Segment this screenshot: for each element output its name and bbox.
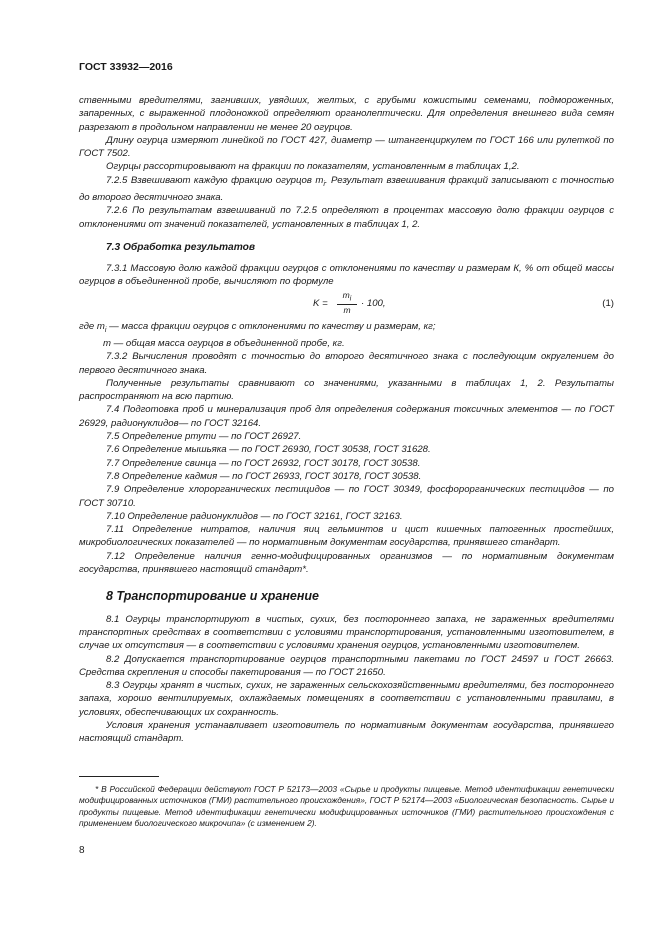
footnote-separator — [79, 776, 159, 777]
footnote: * В Российской Федерации действуют ГОСТ Р 52173—2003 «Сырье и продукты пищевые. Метод идентификации генетически модифицированных источников (ГМИ) растительного происхождения», ГОСТ Р 52174—2003 «Биологическая безопасность. Сырье и продукты пищевые. Метод идентификации генетически модифицированных источников (ГМИ) растительного происхождения с применением биологического микрочипа» (с изменением 2). — [79, 784, 614, 828]
paragraph: 7.11 Определение нитратов, наличия яиц гельминтов и цист кишечных патогенных простейших, микробиологических показателей — по нормативным документам государства, принявшего стандарт. — [79, 524, 614, 549]
equation-number: (1) — [602, 297, 614, 309]
paragraph: Условия хранения устанавливает изготовитель по нормативным документам государства, принявшего настоящий стандарт. — [79, 719, 614, 745]
where-text: — масса фракции огурцов с отклонениями по качеству и размерам, кг; — [106, 320, 436, 332]
paragraph: 7.3.2 Вычисления проводят с точностью до второго десятичного знака с последующим округлением до первого десятичного знака. — [79, 351, 614, 376]
subscript: i — [323, 180, 325, 188]
formula-numerator — [337, 290, 357, 306]
paragraph: 7.7 Определение свинца — по ГОСТ 26932, ГОСТ 30178, ГОСТ 30538. — [106, 457, 421, 469]
paragraph: 8.3 Огурцы хранят в чистых, сухих, не зараженных сельскохозяйственными вредителями, без постороннего запаха, хорошо вентилируемых, охлаждаемых помещениях в соответствии с установленными правилами, в условиях, обеспечивающих их сохранность. — [79, 680, 614, 718]
where-clause: m — общая масса огурцов в объединенной пробе, кг. — [103, 337, 345, 349]
paragraph-text: 7.2.5 Взвешивают каждую фракцию огурцов m — [106, 174, 324, 186]
paragraph: 7.10 Определение радионуклидов — по ГОСТ 32161, ГОСТ 32163. — [106, 510, 403, 522]
paragraph: Длину огурца измеряют линейкой по ГОСТ 427, диаметр — штангенциркулем по ГОСТ 166 или рулеткой по ГОСТ 7502. — [79, 134, 614, 160]
paragraph: 7.2.6 По результатам взвешиваний по 7.2.5 определяют в процентах массовую долю фракции огурцов с отклонениями от значений показателей, установленных в таблицах 1, 2. — [79, 205, 614, 230]
formula — [79, 289, 614, 316]
formula-lhs: K = — [313, 297, 328, 309]
paragraph: 7.12 Определение наличия генно-модифицированных организмов — по нормативным документам государства, принявшего настоящий стандарт*. — [79, 550, 614, 576]
paragraph: ственными вредителями, загнивших, увядших, желтых, с грубыми кожистыми семенами, подмороженных, запаренных, с выраженной плодоножкой определяют органолептически. Для определения внешнего вида семян разрезают в продольном направлении не менее 20 огурцов. — [79, 95, 614, 133]
paragraph: 7.3.1 Массовую долю каждой фракции огурцов с отклонениями по качеству и размерам К, % от общей массы огурцов в объединенной пробе, вычисляют по формуле — [79, 263, 614, 288]
formula-numerator-sub: i — [349, 295, 352, 303]
paragraph-text: . Результат взвешивания фракций записывают с точностью до второго десятичного знака. — [79, 174, 614, 203]
paragraph: Полученные результаты сравнивают со значениями, указанными в таблицах 1, 2. Результаты распространяют на всю партию. — [79, 377, 614, 403]
where-clause — [79, 320, 614, 337]
paragraph — [79, 174, 614, 205]
formula-numerator-var: m — [342, 289, 350, 300]
paragraph: 7.8 Определение кадмия — по ГОСТ 26933, ГОСТ 30178, ГОСТ 30538. — [106, 470, 422, 482]
document-header: ГОСТ 33932—2016 — [79, 61, 173, 73]
paragraph: 7.9 Определение хлорорганических пестицидов — по ГОСТ 30349, фосфорорганических пестицидов — по ГОСТ 30710. — [79, 484, 614, 509]
subscript: i — [104, 326, 107, 334]
formula-rhs: · 100, — [361, 297, 386, 309]
paragraph: 7.5 Определение ртути — по ГОСТ 26927. — [106, 431, 302, 443]
paragraph: Огурцы рассортировывают на фракции по показателям, установленным в таблицах 1,2. — [106, 161, 520, 173]
formula-denominator: m — [343, 305, 351, 316]
paragraph: 7.4 Подготовка проб и минерализация проб для определения содержания токсичных элементов — по ГОСТ 26929, радионуклидов— по ГОСТ 32164. — [79, 404, 614, 429]
page-number: 8 — [79, 845, 85, 856]
formula-fraction — [337, 290, 357, 317]
paragraph: 7.6 Определение мышьяка — по ГОСТ 26930, ГОСТ 30538, ГОСТ 31628. — [106, 444, 431, 456]
section-heading: 8 Транспортирование и хранение — [106, 589, 320, 604]
document-body — [79, 94, 614, 746]
section-heading: 7.3 Обработка результатов — [106, 241, 256, 253]
where-text: где m — [79, 320, 105, 332]
paragraph: 8.1 Огурцы транспортируют в чистых, сухих, без постороннего запаха, не зараженных вредителями транспортных средствах в соответствии с условиями транспортирования, установленными изготовителем, в случае их отсутствия — в соответствии с условиями хранения огурцов, установленными изготовителем. — [79, 613, 614, 652]
paragraph: 8.2 Допускается транспортирование огурцов транспортными пакетами по ГОСТ 24597 и ГОСТ 26663. Средства скрепления и способы пакетирования — по ГОСТ 21650. — [79, 653, 614, 678]
